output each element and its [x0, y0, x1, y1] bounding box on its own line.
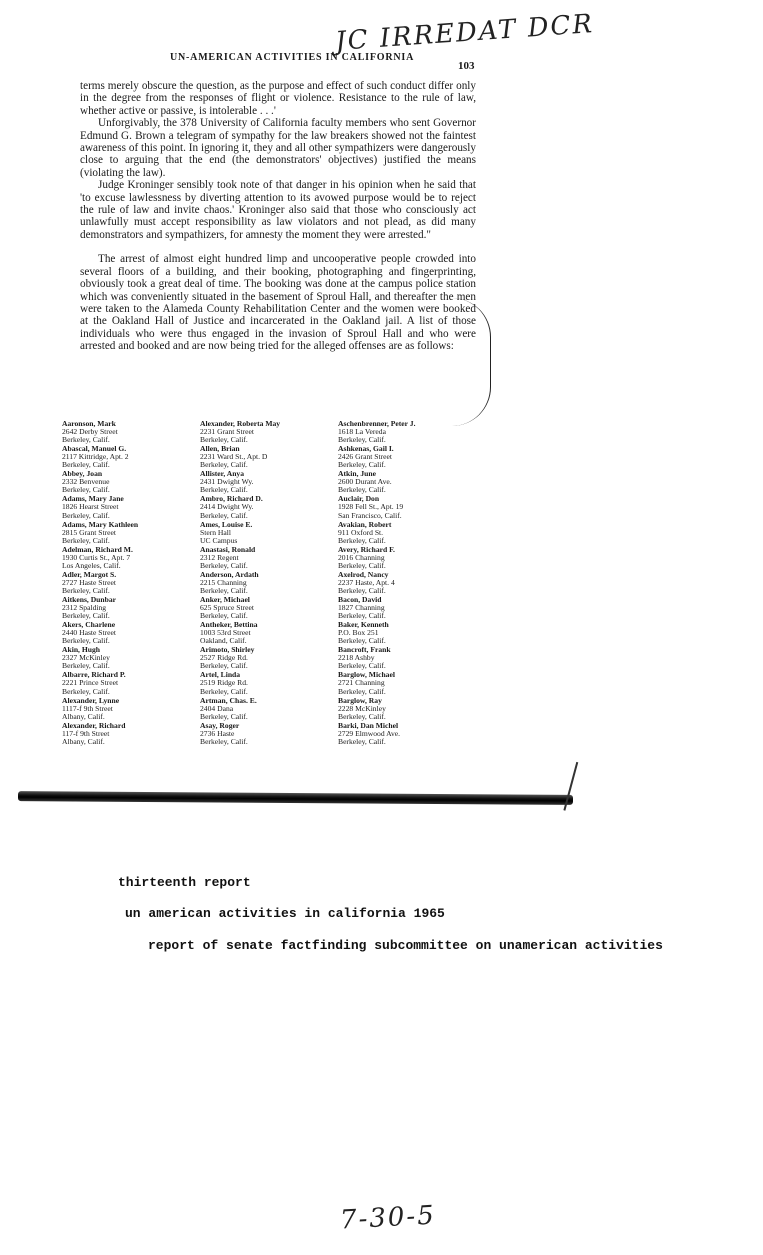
arrestee-name: Axelrod, Nancy	[338, 570, 389, 579]
arrestee-address-line: 1930 Curtis St., Apt. 7	[62, 553, 131, 562]
handwritten-bracket-mark	[452, 298, 491, 426]
arrestee-city-line: Berkeley, Calif.	[200, 511, 248, 520]
arrestee-name: Albarre, Richard P.	[62, 671, 126, 680]
arrestee-entry	[200, 445, 330, 469]
arrestee-address-line: 2016 Channing	[338, 553, 385, 562]
arrestee-name: Bancroft, Frank	[338, 646, 391, 655]
arrestee-city-line: Berkeley, Calif.	[338, 612, 386, 621]
arrestee-entry	[62, 722, 192, 746]
arrestee-entry	[200, 646, 330, 670]
arrestee-address-line: 1928 Fell St., Apt. 19	[338, 503, 404, 512]
arrestee-address-line: 2527 Ridge Rd.	[200, 654, 248, 663]
arrestee-address-line: 2642 Derby Street	[62, 428, 118, 437]
arrestee-city-line: Berkeley, Calif.	[338, 461, 386, 470]
arrestee-name: Ames, Louise E.	[200, 520, 253, 529]
arrestee-name: Adams, Mary Jane	[62, 495, 124, 504]
arrestee-name: Akin, Hugh	[62, 646, 100, 655]
arrestee-city-line: Berkeley, Calif.	[338, 586, 386, 595]
arrestee-address-line: 1826 Hearst Street	[62, 503, 119, 512]
arrestee-entry	[200, 420, 330, 444]
arrestee-address-line: 2721 Channing	[338, 679, 385, 688]
arrestee-entry	[200, 546, 330, 570]
arrestee-list-column-3	[338, 420, 468, 747]
arrestee-city-line: Berkeley, Calif.	[200, 712, 248, 721]
arrestee-entry	[62, 646, 192, 670]
arrestee-entry	[338, 671, 468, 695]
arrestee-city-line: Berkeley, Calif.	[338, 687, 386, 696]
arrestee-name: Adelman, Richard M.	[62, 545, 133, 554]
arrestee-city-line: Berkeley, Calif.	[338, 662, 386, 671]
body-text	[80, 80, 476, 353]
page-bottom-edge-shadow	[18, 791, 573, 805]
handwritten-annotation-bottom: 7-30-5	[339, 1200, 437, 1236]
arrestee-address-line: 2231 Grant Street	[200, 428, 254, 437]
arrestee-entry	[62, 621, 192, 645]
cover-note-line-3: report of senate factfinding subcommittee on unamerican activities	[148, 938, 663, 953]
arrestee-name: Abascal, Manuel G.	[62, 445, 127, 454]
arrestee-entry	[200, 671, 330, 695]
arrestee-city-line: Albany, Calif.	[62, 712, 105, 721]
arrestee-city-line: UC Campus	[200, 536, 238, 545]
arrestee-name: Artel, Linda	[200, 671, 241, 680]
arrestee-city-line: Berkeley, Calif.	[62, 461, 110, 470]
arrestee-entry	[62, 470, 192, 494]
arrestee-entry	[62, 571, 192, 595]
arrestee-name: Baker, Kenneth	[338, 621, 389, 630]
arrestee-entry	[338, 546, 468, 570]
cover-note-line-2: un american activities in california 1965	[125, 906, 445, 921]
arrestee-entry	[338, 722, 468, 746]
arrestee-city-line: Oakland, Calif.	[200, 637, 247, 646]
arrestee-city-line: Berkeley, Calif.	[200, 662, 248, 671]
arrestee-entry	[200, 621, 330, 645]
arrestee-city-line: Berkeley, Calif.	[200, 486, 248, 495]
arrestee-name: Akers, Charlene	[62, 621, 116, 630]
arrestee-name: Avery, Richard F.	[338, 545, 395, 554]
arrestee-city-line: Berkeley, Calif.	[338, 737, 386, 746]
arrestee-city-line: Berkeley, Calif.	[200, 612, 248, 621]
running-header-title: UN-AMERICAN ACTIVITIES IN CALIFORNIA	[170, 52, 415, 63]
arrestee-name: Atkin, June	[338, 470, 376, 479]
arrestee-name: Artman, Chas. E.	[200, 696, 257, 705]
arrestee-entry	[200, 571, 330, 595]
page-number: 103	[458, 60, 475, 72]
arrestee-entry	[62, 521, 192, 545]
arrestee-name: Asay, Roger	[200, 721, 240, 730]
arrestee-city-line: Albany, Calif.	[62, 737, 105, 746]
arrestee-name: Allen, Brian	[200, 445, 240, 454]
arrestee-name: Aitkens, Dunbar	[62, 595, 117, 604]
arrestee-entry	[200, 697, 330, 721]
arrestee-address-line: 1618 La Vereda	[338, 428, 386, 437]
arrestee-address-line: P.O. Box 251	[338, 629, 379, 638]
arrestee-city-line: Berkeley, Calif.	[62, 436, 110, 445]
arrestee-entry	[200, 596, 330, 620]
arrestee-entry	[62, 671, 192, 695]
arrestee-city-line: Berkeley, Calif.	[62, 511, 110, 520]
arrestee-address-line: 2215 Channing	[200, 578, 247, 587]
arrestee-address-line: 2327 McKinley	[62, 654, 110, 663]
arrestee-address-line: 117-f 9th Street	[62, 729, 110, 738]
arrestee-name: Arimoto, Shirley	[200, 646, 255, 655]
arrestee-address-line: 2228 McKinley	[338, 704, 386, 713]
arrestee-name: Anker, Michael	[200, 595, 250, 604]
arrestee-entry	[338, 470, 468, 494]
arrestee-entry	[62, 546, 192, 570]
arrestee-list-column-2	[200, 420, 330, 747]
arrestee-address-line: 2414 Dwight Wy.	[200, 503, 254, 512]
arrestee-name: Avakian, Robert	[338, 520, 392, 529]
arrestee-name: Alexander, Roberta May	[200, 420, 281, 428]
arrestee-address-line: 2237 Haste, Apt. 4	[338, 578, 395, 587]
cover-note-line-1: thirteenth report	[118, 875, 251, 890]
arrestee-entry	[200, 495, 330, 519]
arrestee-address-line: 2312 Spalding	[62, 604, 107, 613]
arrestee-entry	[200, 521, 330, 545]
arrestee-entry	[338, 495, 468, 519]
arrestee-city-line: Berkeley, Calif.	[200, 561, 248, 570]
arrestee-city-line: Berkeley, Calif.	[200, 461, 248, 470]
arrestee-name: Aaronson, Mark	[62, 420, 116, 428]
arrestee-list-column-1	[62, 420, 192, 747]
arrestee-entry	[338, 646, 468, 670]
arrestee-entry	[338, 621, 468, 645]
arrestee-entry	[338, 596, 468, 620]
arrestee-name: Adler, Margot S.	[62, 570, 117, 579]
arrestee-entry	[62, 445, 192, 469]
arrestee-address-line: 2218 Ashby	[338, 654, 375, 663]
arrestee-address-line: 2221 Prince Street	[62, 679, 119, 688]
arrestee-city-line: Berkeley, Calif.	[338, 637, 386, 646]
arrestee-city-line: Berkeley, Calif.	[62, 662, 110, 671]
arrestee-address-line: 1117-f 9th Street	[62, 704, 113, 713]
arrestee-city-line: Berkeley, Calif.	[62, 586, 110, 595]
arrestee-name: Aschenbrenner, Peter J.	[338, 420, 416, 428]
arrestee-entry	[338, 445, 468, 469]
arrestee-address-line: Stern Hall	[200, 528, 232, 537]
arrestee-name: Bacon, David	[338, 595, 382, 604]
arrestee-city-line: Berkeley, Calif.	[200, 586, 248, 595]
arrestee-name: Adams, Mary Kathleen	[62, 520, 139, 529]
arrestee-city-line: Berkeley, Calif.	[62, 637, 110, 646]
paragraph-3: Judge Kroninger sensibly took note of that danger in his opinion when he said that 'to excuse lawlessness by diverting attention to its avowed purpose would be to reject the rule of law and invite chaos.' Kroninger also said that those who consciously act unlawfully must accept responsibility as law violators and not plead, as did many demonstrators and sympathizers, for amnesty the moment they were arrested."	[80, 179, 476, 241]
page-corner-shadow	[554, 759, 579, 810]
arrestee-address-line: 2440 Haste Street	[62, 629, 116, 638]
arrestee-entry	[338, 521, 468, 545]
arrestee-entry	[62, 697, 192, 721]
arrestee-entry	[338, 571, 468, 595]
arrestee-city-line: Berkeley, Calif.	[62, 536, 110, 545]
arrestee-name: Alexander, Richard	[62, 721, 126, 730]
arrestee-name: Abbey, Joan	[62, 470, 103, 479]
arrestee-address-line: 2431 Dwight Wy.	[200, 478, 254, 487]
arrestee-name: Ambro, Richard D.	[200, 495, 263, 504]
arrestee-city-line: Berkeley, Calif.	[200, 436, 248, 445]
arrestee-city-line: Los Angeles, Calif.	[62, 561, 121, 570]
arrestee-entry	[62, 420, 192, 444]
arrestee-address-line: 2519 Ridge Rd.	[200, 679, 248, 688]
handwritten-annotation-top: JC IRREDAT DCR	[334, 8, 595, 58]
arrestee-city-line: San Francisco, Calif.	[338, 511, 402, 520]
arrestee-city-line: Berkeley, Calif.	[200, 687, 248, 696]
arrestee-entry	[62, 495, 192, 519]
arrestee-city-line: Berkeley, Calif.	[338, 561, 386, 570]
arrestee-name: Barglow, Michael	[338, 671, 395, 680]
arrestee-address-line: 2727 Haste Street	[62, 578, 116, 587]
arrestee-city-line: Berkeley, Calif.	[62, 612, 110, 621]
arrestee-entry	[200, 470, 330, 494]
arrestee-address-line: 2426 Grant Street	[338, 453, 392, 462]
arrestee-city-line: Berkeley, Calif.	[338, 486, 386, 495]
arrestee-address-line: 2117 Kittridge, Apt. 2	[62, 453, 129, 462]
arrestee-address-line: 2312 Regent	[200, 553, 239, 562]
arrestee-entry	[62, 596, 192, 620]
arrestee-name: Allister, Anya	[200, 470, 245, 479]
arrestee-entry	[338, 420, 468, 444]
arrestee-name: Barki, Dan Michel	[338, 721, 399, 730]
arrestee-name: Antheker, Bettina	[200, 621, 258, 630]
arrestee-address-line: 2404 Dana	[200, 704, 234, 713]
arrestee-address-line: 2729 Elmwood Ave.	[338, 729, 401, 738]
arrestee-address-line: 2231 Ward St., Apt. D	[200, 453, 268, 462]
arrestee-address-line: 2600 Durant Ave.	[338, 478, 392, 487]
arrestee-address-line: 911 Oxford St.	[338, 528, 384, 537]
paragraph-4: The arrest of almost eight hundred limp and uncooperative people crowded into several floors of a building, and their booking, photographing and fingerprinting, obviously took a great deal of time. The booking was done at the campus police station which was conveniently situated in the basement of Sproul Hall, and thereafter the men were taken to the Alameda County Rehabilitation Center and the women were booked at the Oakland Hall of Justice and incarcerated in the Oakland jail. A list of those individuals who were thus engaged in the invasion of Sproul Hall and who were arrested and booked and are now being tried for the alleged offenses are as follows:	[80, 253, 476, 353]
arrestee-name: Alexander, Lynne	[62, 696, 120, 705]
arrestee-name: Auclair, Don	[338, 495, 380, 504]
arrestee-name: Barglow, Ray	[338, 696, 382, 705]
arrestee-city-line: Berkeley, Calif.	[338, 536, 386, 545]
arrestee-city-line: Berkeley, Calif.	[338, 436, 386, 445]
arrestee-address-line: 2815 Grant Street	[62, 528, 116, 537]
arrestee-name: Anastasi, Ronald	[200, 545, 256, 554]
arrestee-address-line: 625 Spruce Street	[200, 604, 254, 613]
arrestee-city-line: Berkeley, Calif.	[62, 486, 110, 495]
arrestee-address-line: 2332 Benvenue	[62, 478, 110, 487]
arrestee-entry	[338, 697, 468, 721]
arrestee-address-line: 1003 53rd Street	[200, 629, 251, 638]
arrestee-city-line: Berkeley, Calif.	[338, 712, 386, 721]
arrestee-city-line: Berkeley, Calif.	[62, 687, 110, 696]
arrestee-name: Ashkenas, Gail I.	[338, 445, 394, 454]
arrestee-entry	[200, 722, 330, 746]
arrestee-address-line: 1827 Channing	[338, 604, 385, 613]
paragraph-2: Unforgivably, the 378 University of California faculty members who sent Governor Edmund G. Brown a telegram of sympathy for the law breakers showed not the faintest awareness of this point. In ignoring it, they and all other sympathizers were dangerously close to arguing that the end (the demonstrators' objectives) justified the means (violating the law).	[80, 117, 476, 179]
paragraph-1: terms merely obscure the question, as the purpose and effect of such conduct differ only in the degree from the responses of flight or violence. Resistance to the rule of law, whether active or passive, is intolerable . . .'	[80, 80, 476, 117]
arrestee-city-line: Berkeley, Calif.	[200, 737, 248, 746]
arrestee-name: Anderson, Ardath	[200, 570, 259, 579]
arrestee-address-line: 2736 Haste	[200, 729, 235, 738]
